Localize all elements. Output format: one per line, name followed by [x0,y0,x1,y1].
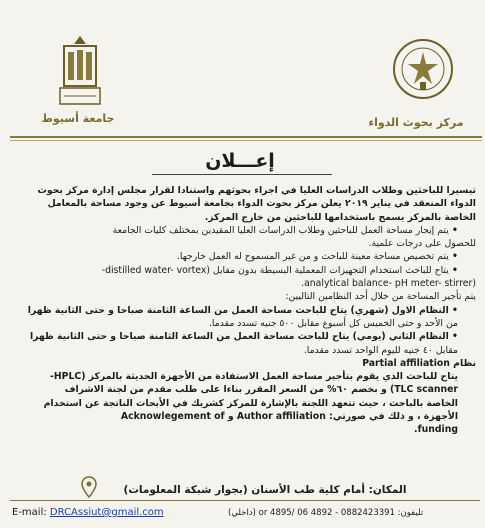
partial-affiliation-line-4: الأجهزة ، و ذلك في صورتي: Author affiliation و Acknowlegement of [120,411,458,423]
intro-line-2: الدواء المنعقد في يناير ٢٠١٩ يعلن مركز بحوث الدواء بجامعة أسيوط عن وجود مساحة بالمعامل [47,198,476,210]
title-underline [152,174,332,175]
daily-system-line-1: • النظام الثاني (يومي) يتاح للباحث مساحة العمل من الساعة الثامنة صباحا و حتى الثانية ظهرا [14,330,476,343]
announcement-body [14,184,476,437]
partial-affiliation-line-3: الخاصة بالباحث ، حيث تتعهد اللجنة بالإشارة للمركز كشريك في الأبحاث الناتجة عن استخدام [43,397,458,409]
rule-3-line-1: • يتاح للباحث استخدام التجهيزات المعملية البسيطة بدون مقابل (distilled water- vortex- [14,264,476,277]
drug-research-center-logo [392,38,454,100]
email-label: E-mail: [12,507,47,518]
header-divider [10,136,482,138]
intro-line-3: الخاصة بالمركز يسمح باستخدامها للباحثين من خارج المركز. [204,211,476,223]
page-title: إعـــلان [205,150,275,172]
header-divider-thin [10,140,482,141]
systems-intro: يتم تأجير المساحة من خلال أحد النظامين التاليين: [285,291,476,303]
partial-affiliation-line-5: funding. [414,424,458,436]
partial-affiliation-heading: نظام Partial affiliation [362,357,476,369]
location-pin-icon [80,476,98,498]
daily-system-line-2: مقابل ٤٠ جنيه لليوم الواحد تسدد مقدما. [303,344,458,356]
center-name: مركز بحوث الدواء [368,116,464,129]
monthly-system-line-1: • النظام الاول (شهري) يتاح للباحث مساحة العمل من الساعة الثامنة صباحا و حتى الثانية ظهرا [14,304,476,317]
assiut-university-logo [56,34,104,108]
partial-affiliation-line-1: يتاح للباحث الذي يقوم بتأجير مساحة العمل الاستفادة من الأجهزة الحديثة بالمركز (HPLC- [49,371,458,383]
rule-3-line-2: (analytical balance- pH meter- stirrer. [301,278,476,290]
partial-affiliation-line-2: TLC scanner) و بخصم ٦٠% من السعر المقرر بناءا على طلب مقدم من لجنة الاشراف [64,384,458,396]
rule-1-line-1: • يتم إيجار مساحة العمل للباحثين وطلاب الدراسات العليا المقيدين بمختلف كليات الجامعة [14,224,476,237]
phone-line: تليفون: 0882423391 - 4892 or 4895/ 06 (داخلي) [228,508,424,518]
university-name: جامعة أسيوط [41,112,115,125]
footer-divider [10,500,480,501]
email-link[interactable]: DRCAssiut@gmail.com [49,507,164,518]
rule-1-line-2: للحصول على درجات علمية. [368,238,476,250]
intro-line-1: تيسيرا للباحثين وطلاب الدراسات العليا في اجراء بحوثهم واستنادا لقرار مجلس إدارة مركز بحوث [37,185,476,196]
email-line [12,507,164,518]
monthly-system-line-2: من الأحد و حتى الخميس كل أسبوع مقابل ٥٠٠ جنيه تسدد مقدما. [208,317,458,329]
rule-2: • يتم تخصيص مساحة معينة للباحث و من غير المسموح له العمل خارجها. [14,250,476,263]
location-address: المكان: أمام كلية طب الأسنان (بجوار شبكة المعلومات) [123,484,407,496]
